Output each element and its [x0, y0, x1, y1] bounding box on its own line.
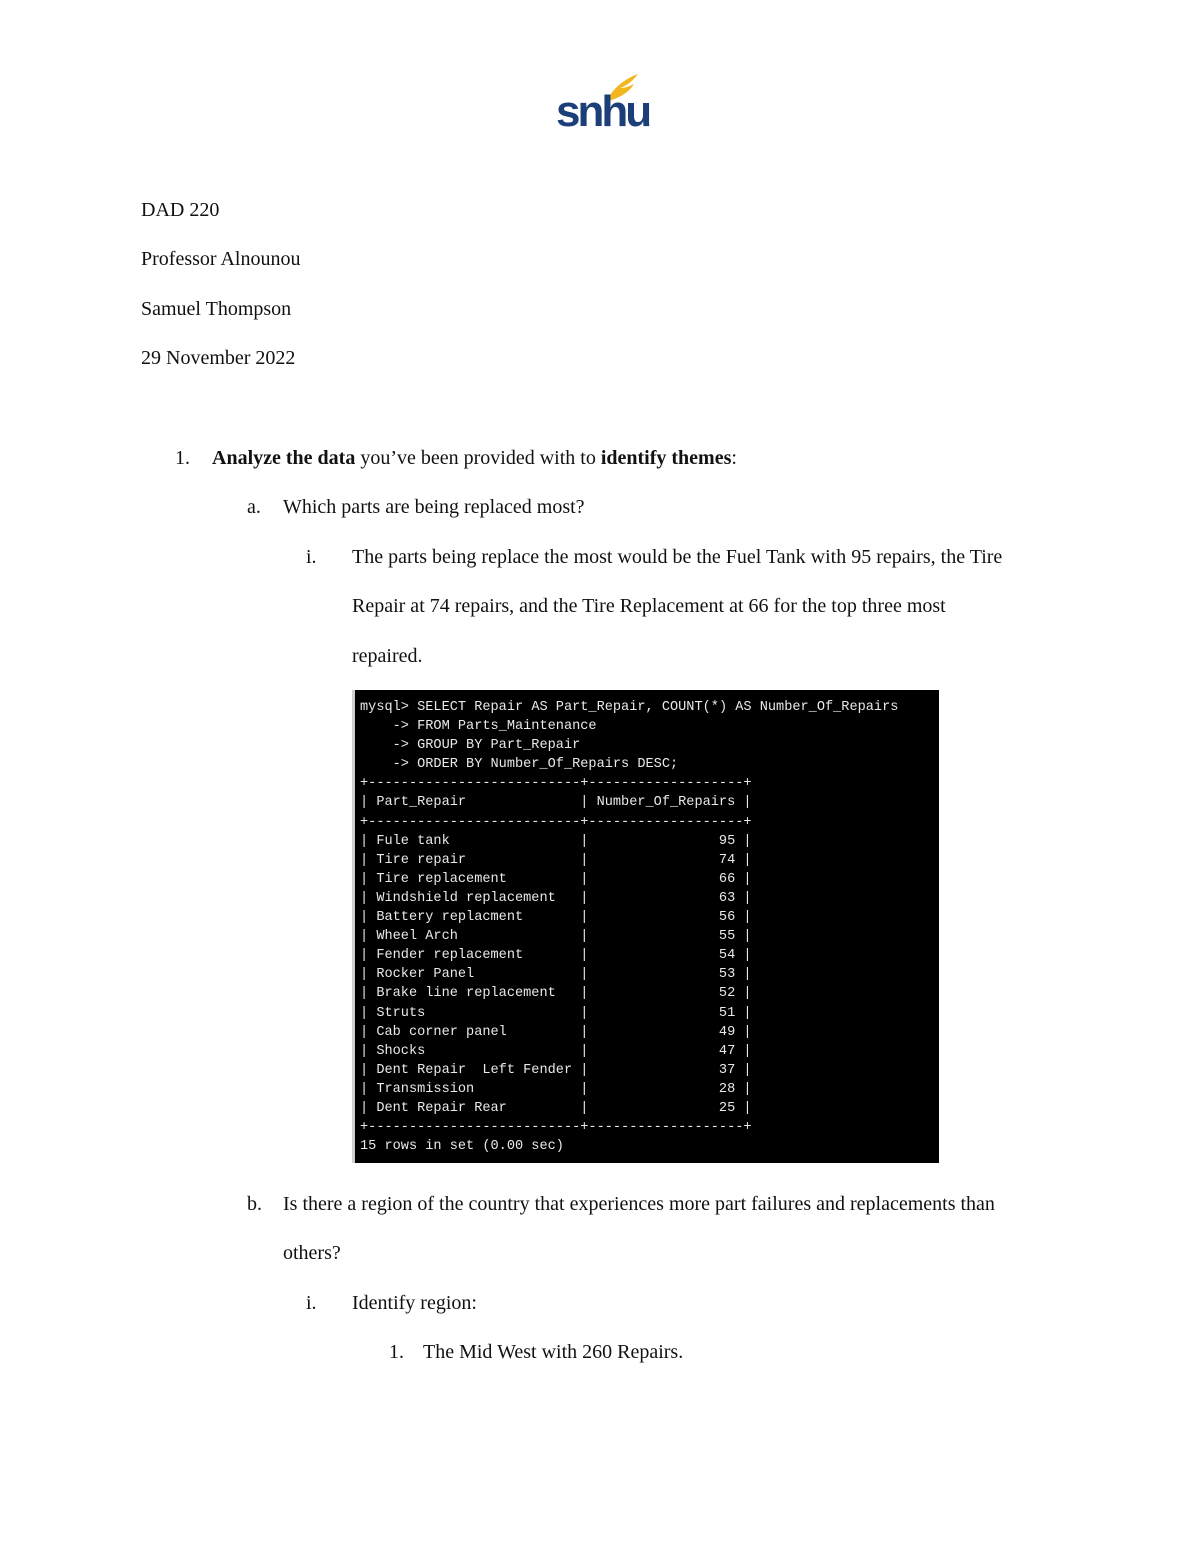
document-date: 29 November 2022 — [141, 347, 296, 369]
query-line-1 — [360, 698, 939, 717]
snhu-logo — [552, 72, 650, 136]
logo-text: snhu — [556, 87, 650, 136]
professor-name: Professor Alnounou — [141, 248, 301, 270]
question-1-end: : — [731, 447, 737, 469]
result-footer: 15 rows in set (0.00 sec) — [360, 1139, 564, 1155]
table-row: | Brake line replacement | 52 | — [360, 986, 752, 1002]
query-line-4: -> ORDER BY Number_Of_Repairs DESC; — [360, 757, 679, 773]
answer-b-text: Identify region: — [352, 1292, 477, 1314]
question-a-text: Which parts are being replaced most? — [283, 496, 585, 518]
question-b-line-2: others? — [283, 1242, 341, 1264]
table-row: | Tire replacement | 66 | — [360, 871, 752, 887]
table-row: | Wheel Arch | 55 | — [360, 929, 752, 945]
query-select: SELECT Repair AS Part_Repair, COUNT(*) AS Number_Of_Repairs — [408, 700, 899, 715]
table-border-mid: +--------------------------+-------------------+ — [360, 814, 752, 830]
table-header-row: | Part_Repair | Number_Of_Repairs | — [360, 795, 752, 811]
table-row: | Tire repair | 74 | — [360, 852, 752, 868]
course-name: DAD 220 — [141, 199, 220, 221]
table-row: | Shocks | 47 | — [360, 1043, 752, 1059]
table-row: | Struts | 51 | — [360, 1005, 752, 1021]
answer-a-line-2: Repair at 74 repairs, and the Tire Replacement at 66 for the top three most — [352, 595, 946, 617]
answer-a-marker: i. — [306, 546, 317, 568]
question-b-line-1: Is there a region of the country that experiences more part failures and replacements than — [283, 1193, 995, 1215]
answer-b-marker: i. — [306, 1292, 317, 1314]
mysql-prompt: mysql> — [360, 700, 409, 715]
table-row: | Dent Repair Rear | 25 | — [360, 1100, 752, 1116]
question-1-text — [212, 446, 737, 470]
question-1-bold-2: identify themes — [600, 447, 732, 469]
query-line-2: -> FROM Parts_Maintenance — [360, 719, 597, 735]
table-row: | Rocker Panel | 53 | — [360, 967, 752, 983]
question-b-marker: b. — [247, 1193, 262, 1215]
table-row: | Dent Repair Left Fender | 37 | — [360, 1062, 752, 1078]
student-name: Samuel Thompson — [141, 298, 292, 320]
answer-b-item-text: The Mid West with 260 Repairs. — [423, 1341, 684, 1363]
table-row: | Battery replacment | 56 | — [360, 910, 752, 926]
table-border-top: +--------------------------+-------------------+ — [360, 776, 752, 792]
answer-a-line-3: repaired. — [352, 645, 423, 667]
answer-b-item-marker: 1. — [389, 1341, 404, 1363]
table-row: | Windshield replacement | 63 | — [360, 890, 752, 906]
mysql-terminal-screenshot — [352, 690, 939, 1163]
query-line-3: -> GROUP BY Part_Repair — [360, 738, 581, 754]
question-a-marker: a. — [247, 496, 261, 518]
question-1-bold-1: Analyze the data — [212, 447, 356, 469]
table-row: | Cab corner panel | 49 | — [360, 1024, 752, 1040]
question-1-mid: you’ve been provided with to — [355, 447, 601, 469]
table-border-bottom: +--------------------------+-------------------+ — [360, 1120, 752, 1136]
answer-a-line-1: The parts being replace the most would be the Fuel Tank with 95 repairs, the Tire — [352, 546, 1003, 568]
table-row: | Transmission | 28 | — [360, 1081, 752, 1097]
question-1-number: 1. — [175, 447, 190, 469]
table-row: | Fender replacement | 54 | — [360, 948, 752, 964]
table-row: | Fule tank | 95 | — [360, 833, 752, 849]
